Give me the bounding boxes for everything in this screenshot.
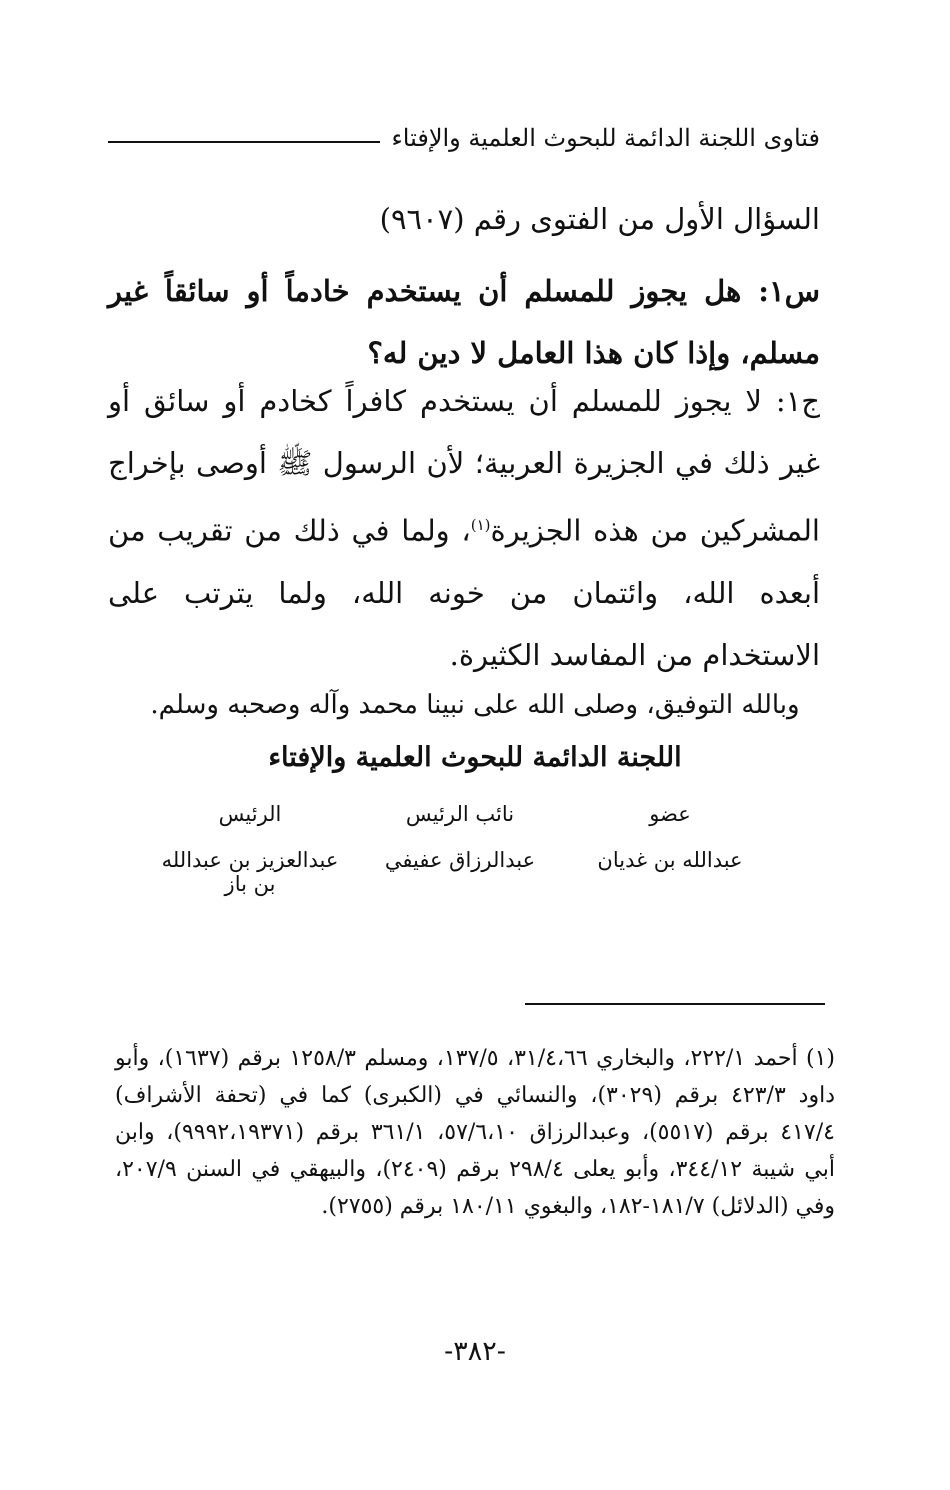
answer-text [108, 370, 820, 686]
footnote-separator [525, 1003, 825, 1005]
signatory-names [150, 848, 770, 896]
answer-part-2: ، ولما في ذلك من تقريب من أبعده الله، وائتمان من خونه الله، ولما يترتب على الاستخدام من المفاسد الكثيرة. [108, 513, 820, 672]
signatory-role: عضو [649, 802, 691, 826]
signatory-name: عبدالرزاق عفيفي [384, 848, 536, 872]
signatory-role: الرئيس [218, 802, 282, 826]
header-rule [108, 141, 380, 143]
header-title: فتاوى اللجنة الدائمة للبحوث العلمية والإفتاء [391, 124, 820, 152]
closing-line: وبالله التوفيق، وصلى الله على نبينا محمد وآله وصحبه وسلم. [150, 690, 800, 720]
footnote-marker: (١) [470, 516, 491, 534]
signatory-name: عبدالعزيز بن عبدالله بن باز [161, 848, 339, 896]
signatory-role: نائب الرئيس [405, 802, 515, 826]
question-heading: السؤال الأول من الفتوى رقم (٩٦٠٧) [379, 202, 820, 236]
question-text: س١: هل يجوز للمسلم أن يستخدم خادماً أو سائقاً غير مسلم، وإذا كان هذا العامل لا دين له؟ [108, 274, 820, 370]
footnote-text: (١) أحمد ٢٢٢/١، والبخاري ٣١/٤،٦٦، ١٣٧/٥، ومسلم ١٢٥٨/٣ برقم (١٦٣٧)، وأبو داود ٤٢٣/٣ برقم (٣٠٢٩)، والنسائي في (الكبرى) كما في (تحفة الأشراف) ٤١٧/٤ برقم (٥٥١٧)، وعبدالرزاق ٥٧/٦،١٠، ٣٦١/١ برقم (٩٩٩٢،١٩٣٧١)، وابن أبي شيبة ٣٤٤/١٢، وأبو يعلى ٢٩٨/٤ برقم (٢٤٠٩)، والبيهقي في السنن ٢٠٧/٩، وفي (الدلائل) ١٨١/٧-١٨٢، والبغوي ١٨٠/١١ برقم (٢٧٥٥). [115, 1046, 836, 1219]
signatory-roles [150, 802, 770, 826]
signatory-name: عبدالله بن غديان [597, 848, 743, 872]
running-header [108, 118, 820, 158]
answer-part-1: ج١: لا يجوز للمسلم أن يستخدم كافراً كخادم أو سائق أو غير ذلك في الجزيرة العربية؛ لأن الرسول ﷺ أوصى بإخراج المشركين من هذه الجزيرة [108, 384, 820, 548]
committee-name: اللجنة الدائمة للبحوث العلمية والإفتاء [268, 742, 682, 773]
page-number: -٣٨٢- [444, 1336, 506, 1367]
